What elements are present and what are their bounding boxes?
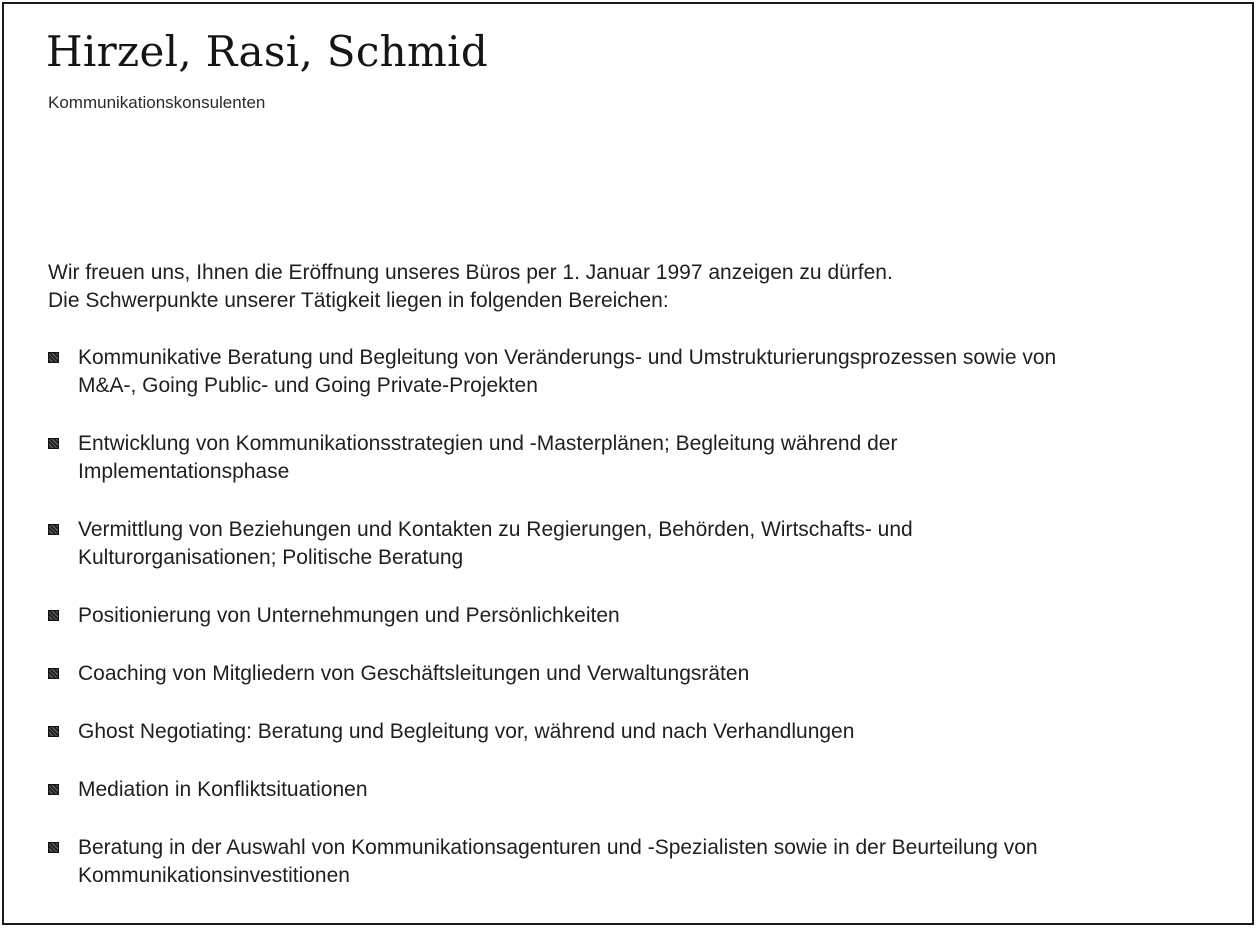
intro-line: Wir freuen uns, Ihnen die Eröffnung unseres Büros per 1. Januar 1997 anzeigen zu dürfen. (48, 261, 893, 284)
service-line: Kommunikative Beratung und Begleitung von Veränderungs- und Umstrukturierungsprozessen sowie von (78, 346, 1057, 369)
list-item (44, 660, 1234, 688)
service-line: Coaching von Mitgliedern von Geschäftsleitungen und Verwaltungsräten (78, 662, 750, 685)
list-item (44, 516, 1234, 572)
square-bullet-icon (48, 842, 59, 853)
firm-name: Hirzel, Rasi, Schmid (46, 27, 489, 76)
firm-subtitle: Kommunikationskonsulenten (48, 93, 266, 112)
list-item (44, 834, 1234, 890)
services-list (44, 344, 1234, 920)
service-line: Kulturorganisationen; Politische Beratung (78, 546, 464, 569)
square-bullet-icon (48, 438, 59, 449)
square-bullet-icon (48, 352, 59, 363)
service-line: Positionierung von Unternehmungen und Persönlichkeiten (78, 604, 620, 627)
service-line: Kommunikationsinvestitionen (78, 864, 350, 887)
intro-line: Die Schwerpunkte unserer Tätigkeit liegen in folgenden Bereichen: (48, 289, 669, 312)
list-item (44, 344, 1234, 400)
list-item (44, 602, 1234, 630)
list-item (44, 776, 1234, 804)
service-line: Entwicklung von Kommunikationsstrategien und -Masterplänen; Begleitung während der (78, 432, 898, 455)
square-bullet-icon (48, 784, 59, 795)
service-line: Vermittlung von Beziehungen und Kontakten zu Regierungen, Behörden, Wirtschafts- und (78, 518, 913, 541)
service-line: Implementationsphase (78, 460, 290, 483)
square-bullet-icon (48, 524, 59, 535)
service-line: M&A-, Going Public- und Going Private-Projekten (78, 374, 538, 397)
service-line: Ghost Negotiating: Beratung und Begleitung vor, während und nach Verhandlungen (78, 720, 855, 743)
square-bullet-icon (48, 726, 59, 737)
service-line: Mediation in Konfliktsituationen (78, 778, 368, 801)
list-item (44, 430, 1234, 486)
document-page (2, 2, 1254, 925)
list-item (44, 718, 1234, 746)
service-line: Beratung in der Auswahl von Kommunikationsagenturen und -Spezialisten sowie in der Beurteilung von (78, 836, 1038, 859)
square-bullet-icon (48, 668, 59, 679)
intro-paragraph (48, 259, 1208, 315)
square-bullet-icon (48, 610, 59, 621)
